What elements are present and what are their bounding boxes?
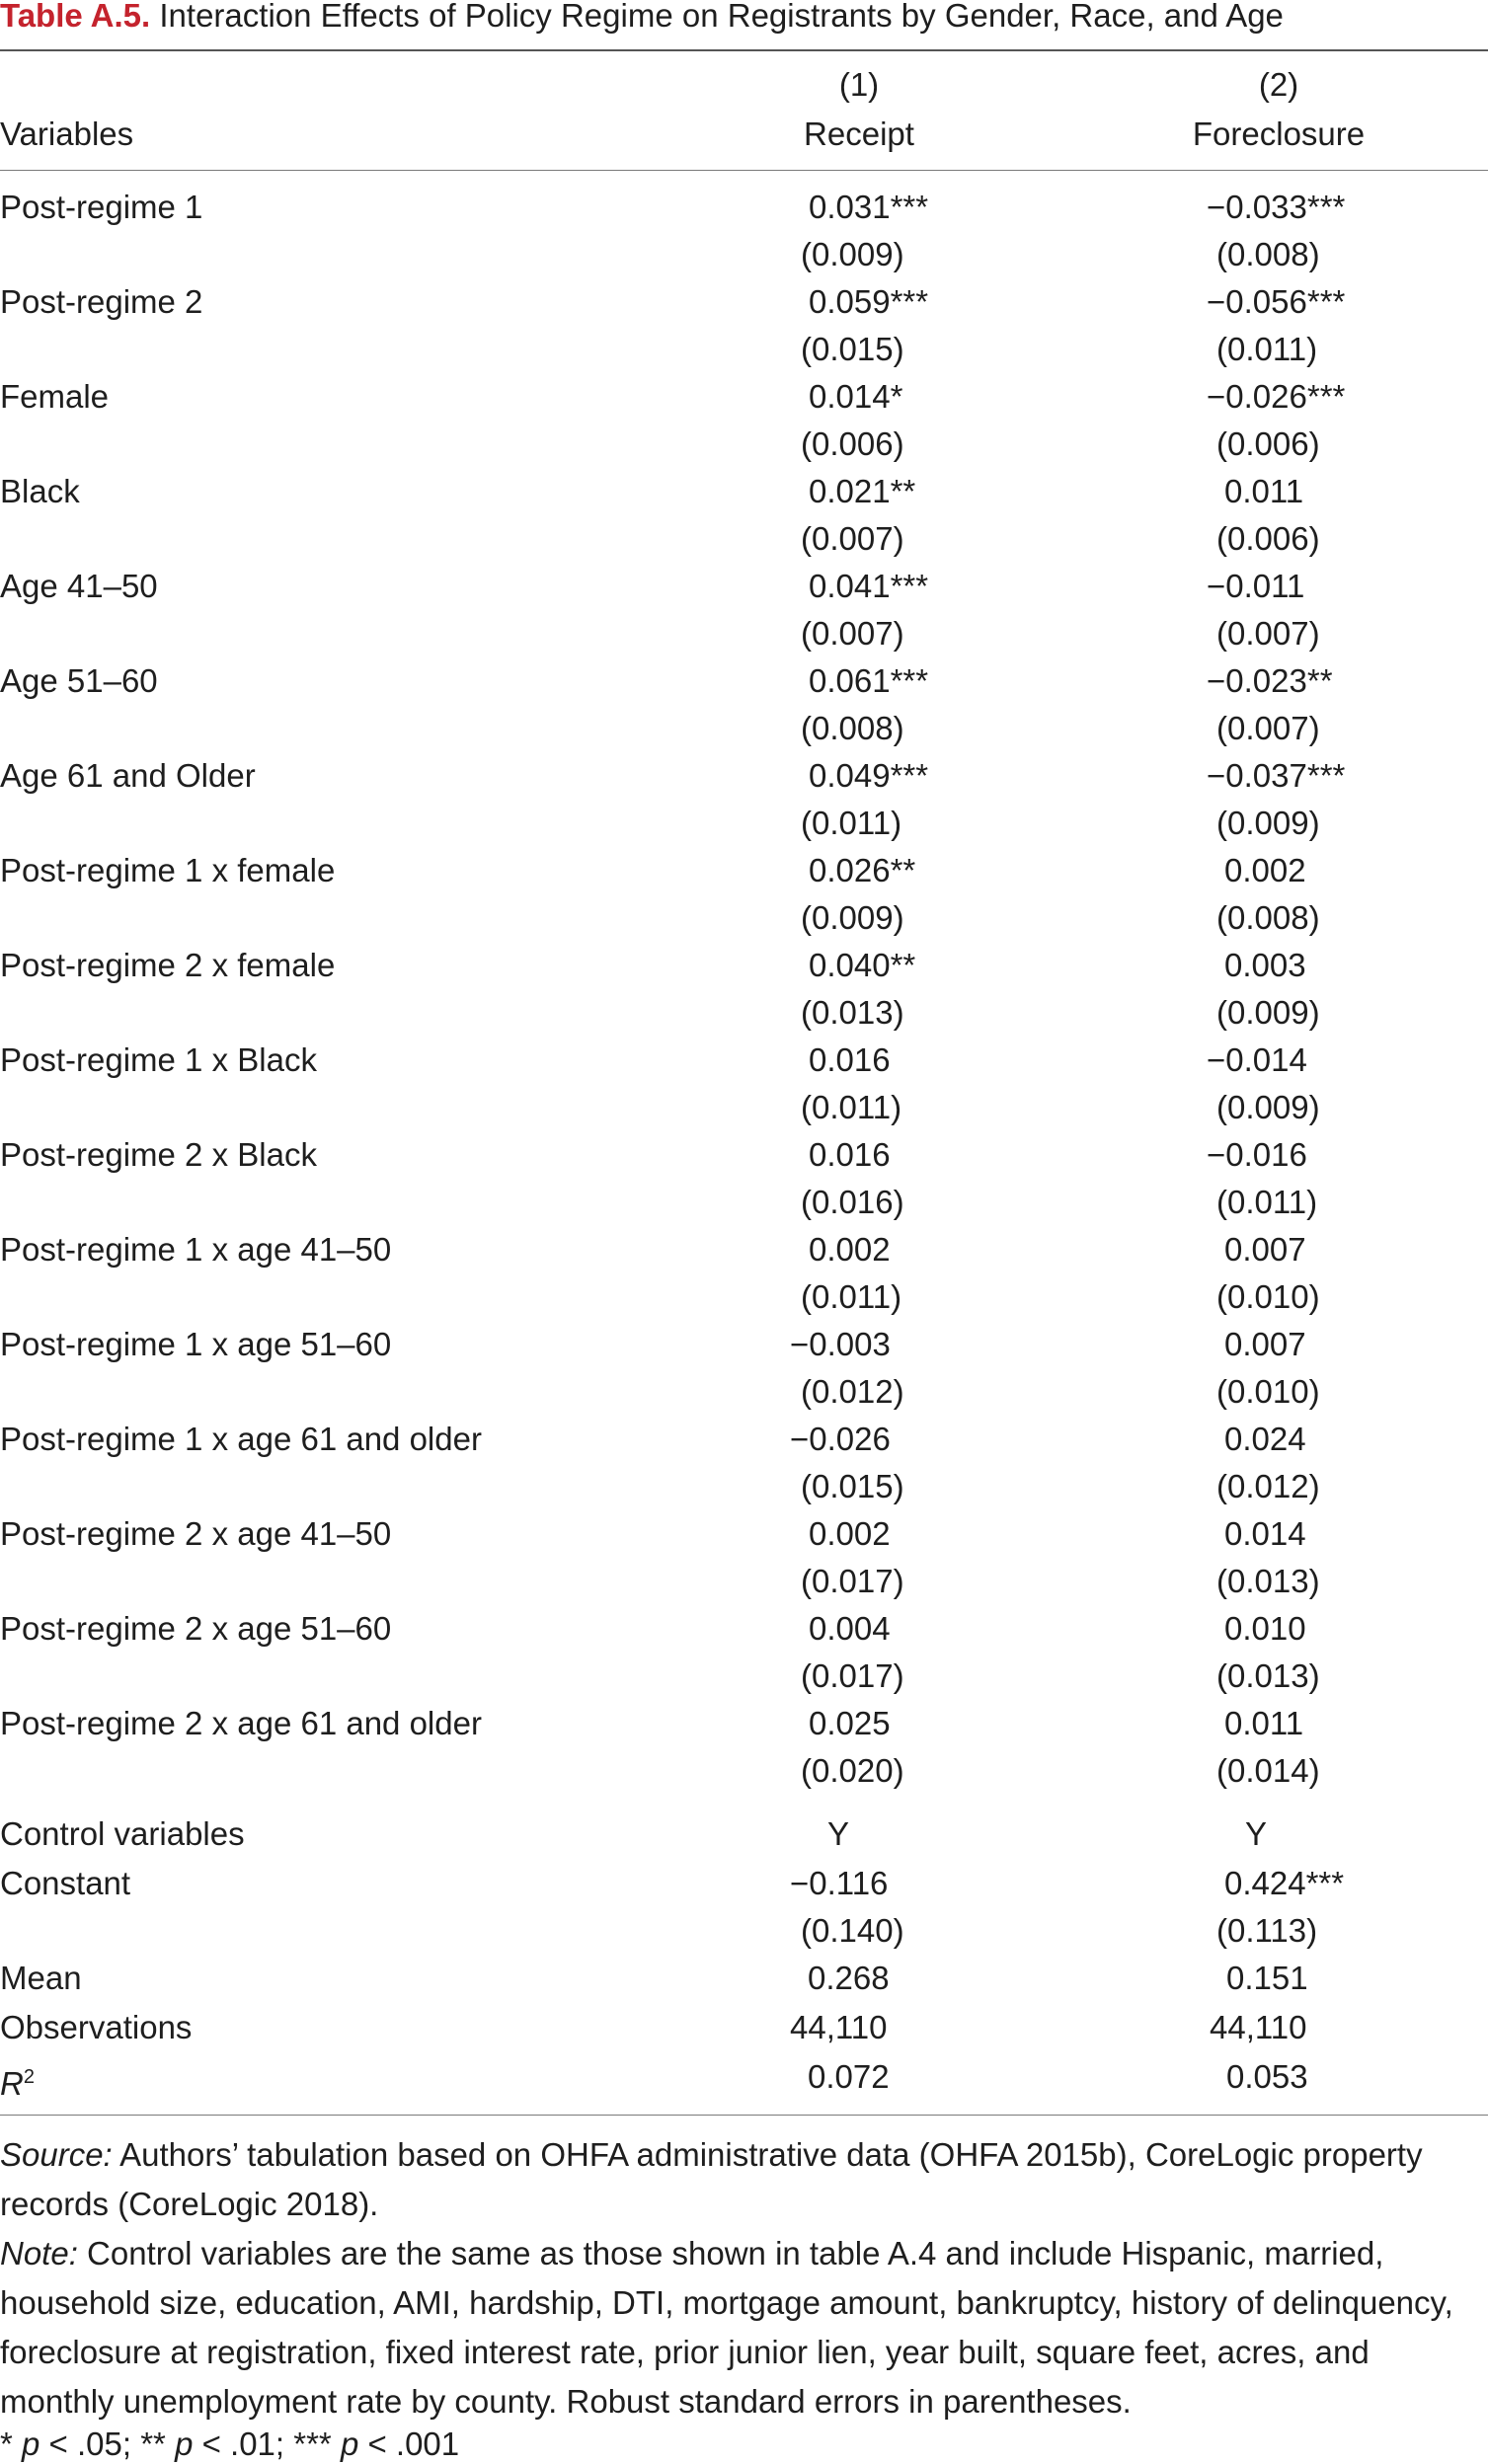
r2-c1: 0.072	[808, 2058, 890, 2095]
row-se-foreclosure: (0.006)	[1216, 425, 1320, 462]
row-se-foreclosure: (0.008)	[1216, 899, 1320, 936]
row-coef-receipt: 0.021**	[809, 473, 916, 509]
row-se-receipt: (0.008)	[801, 710, 904, 746]
r2-c2: 0.053	[1226, 2058, 1308, 2095]
row-se-receipt: (0.017)	[801, 1657, 904, 1694]
row-se-foreclosure: (0.013)	[1216, 1657, 1320, 1694]
header-rule	[0, 170, 1488, 171]
significance-note	[0, 2425, 1488, 2464]
row-coef-foreclosure: −0.014	[1207, 1041, 1307, 1078]
row-se-receipt: (0.011)	[801, 1278, 902, 1315]
row-label: Post-regime 1 x female	[0, 852, 336, 888]
row-se-receipt: (0.011)	[801, 805, 902, 841]
row-label: Female	[0, 378, 110, 415]
row-coef-receipt: 0.061***	[809, 662, 929, 699]
row-se-receipt: (0.009)	[801, 236, 904, 272]
row-label: Post-regime 2 x Black	[0, 1136, 317, 1173]
row-se-receipt: (0.012)	[801, 1373, 904, 1410]
mean-c2: 0.151	[1226, 1960, 1308, 1996]
row-coef-receipt: 0.026**	[809, 852, 916, 888]
row-coef-foreclosure: 0.024	[1224, 1421, 1306, 1457]
note-text: Control variables are the same as those shown in table A.4 and include Hispanic, married, household size, education, AMI, hardship, DTI, mortgage amount, bankruptcy, history of delinquency, foreclosure at registration, fixed interest rate, prior junior lien, year built, square feet, acres, and monthly unemployment rate by county. Robust standard errors in parentheses.	[0, 2235, 1453, 2420]
row-coef-foreclosure: −0.011	[1207, 568, 1305, 604]
top-rule	[0, 49, 1488, 51]
row-se-foreclosure: (0.007)	[1216, 615, 1320, 652]
row-coef-foreclosure: 0.011	[1224, 473, 1304, 509]
row-coef-foreclosure: −0.037***	[1207, 757, 1346, 794]
row-se-receipt: (0.011)	[801, 1089, 902, 1125]
row-se-foreclosure: (0.011)	[1216, 1184, 1318, 1220]
mean-label: Mean	[0, 1960, 82, 1996]
col2-header: Foreclosure	[1192, 116, 1366, 152]
row-coef-foreclosure: −0.033***	[1207, 189, 1346, 225]
row-se-foreclosure: (0.014)	[1216, 1752, 1320, 1789]
row-se-receipt: (0.006)	[801, 425, 904, 462]
source-text: Authors’ tabulation based on OHFA administrative data (OHFA 2015b), CoreLogic property records (CoreLogic 2018).	[0, 2136, 1423, 2222]
row-se-foreclosure: (0.010)	[1216, 1278, 1320, 1315]
col2-number: (2)	[1258, 66, 1299, 103]
r2-superscript: 2	[23, 2066, 35, 2088]
controls-c2: Y	[1244, 1815, 1268, 1852]
sig-p-1: p	[22, 2426, 40, 2462]
constant-label: Constant	[0, 1865, 131, 1901]
row-se-foreclosure: (0.009)	[1216, 805, 1320, 841]
constant-c2-se: (0.113)	[1216, 1912, 1318, 1949]
row-se-foreclosure: (0.012)	[1216, 1468, 1320, 1504]
constant-c2: 0.424***	[1224, 1865, 1345, 1901]
row-label: Post-regime 1	[0, 189, 203, 225]
row-label: Post-regime 1 x Black	[0, 1041, 317, 1078]
row-coef-receipt: 0.025	[809, 1705, 891, 1741]
row-coef-foreclosure: −0.023**	[1207, 662, 1333, 699]
row-coef-receipt: 0.059***	[809, 283, 929, 320]
row-coef-receipt: 0.004	[809, 1610, 891, 1647]
mean-c1: 0.268	[808, 1960, 890, 1996]
row-se-foreclosure: (0.009)	[1216, 1089, 1320, 1125]
r2-letter: R	[0, 2065, 24, 2102]
row-se-receipt: (0.016)	[801, 1184, 904, 1220]
row-coef-foreclosure: −0.016	[1207, 1136, 1307, 1173]
row-se-foreclosure: (0.007)	[1216, 710, 1320, 746]
row-coef-foreclosure: 0.007	[1224, 1231, 1306, 1268]
row-coef-foreclosure: −0.026***	[1207, 378, 1346, 415]
row-coef-receipt: 0.031***	[809, 189, 929, 225]
row-label: Post-regime 2 x age 61 and older	[0, 1705, 482, 1741]
row-label: Post-regime 2 x age 51–60	[0, 1610, 392, 1647]
row-coef-receipt: 0.014*	[809, 378, 903, 415]
row-label: Post-regime 1 x age 41–50	[0, 1231, 392, 1268]
row-coef-receipt: 0.016	[809, 1041, 891, 1078]
col1-header: Receipt	[804, 116, 914, 152]
row-label: Post-regime 1 x age 51–60	[0, 1326, 392, 1362]
note-label: Note:	[0, 2235, 78, 2272]
row-se-foreclosure: (0.011)	[1216, 331, 1318, 367]
row-coef-foreclosure: 0.014	[1224, 1515, 1306, 1552]
sig-part-3: < .01; ***	[193, 2426, 341, 2462]
row-label: Post-regime 2 x age 41–50	[0, 1515, 392, 1552]
row-se-foreclosure: (0.009)	[1216, 994, 1320, 1031]
row-se-receipt: (0.009)	[801, 899, 904, 936]
row-coef-receipt: 0.016	[809, 1136, 891, 1173]
row-se-receipt: (0.007)	[801, 615, 904, 652]
row-coef-foreclosure: 0.003	[1224, 947, 1306, 983]
row-se-foreclosure: (0.008)	[1216, 236, 1320, 272]
row-label: Post-regime 2	[0, 283, 203, 320]
row-coef-receipt: 0.002	[809, 1515, 891, 1552]
row-coef-foreclosure: 0.007	[1224, 1326, 1306, 1362]
row-coef-receipt: 0.049***	[809, 757, 929, 794]
observations-c1: 44,110	[790, 2009, 888, 2045]
sig-part-4: < .001	[358, 2426, 460, 2462]
general-note	[0, 2229, 1488, 2426]
sig-p-3: p	[340, 2426, 359, 2462]
source-note	[0, 2130, 1488, 2229]
sig-p-2: p	[175, 2426, 194, 2462]
variables-header: Variables	[0, 116, 134, 152]
row-label: Post-regime 2 x female	[0, 947, 336, 983]
sig-part-1: *	[0, 2426, 23, 2462]
row-label: Age 51–60	[0, 662, 158, 699]
row-coef-receipt: −0.026	[790, 1421, 891, 1457]
row-coef-receipt: −0.003	[790, 1326, 891, 1362]
row-se-foreclosure: (0.010)	[1216, 1373, 1320, 1410]
table-title: Interaction Effects of Policy Regime on Registrants by Gender, Race, and Age	[159, 0, 1284, 34]
row-label: Age 61 and Older	[0, 757, 256, 794]
row-se-foreclosure: (0.006)	[1216, 520, 1320, 557]
table-caption	[0, 0, 1284, 34]
row-coef-foreclosure: −0.056***	[1207, 283, 1346, 320]
row-coef-receipt: 0.041***	[809, 568, 929, 604]
row-label: Age 41–50	[0, 568, 158, 604]
row-coef-foreclosure: 0.010	[1224, 1610, 1306, 1647]
row-label: Black	[0, 473, 80, 509]
row-se-receipt: (0.015)	[801, 331, 904, 367]
col1-number: (1)	[838, 66, 880, 103]
row-se-receipt: (0.007)	[801, 520, 904, 557]
row-coef-foreclosure: 0.011	[1224, 1705, 1304, 1741]
row-coef-receipt: 0.040**	[809, 947, 916, 983]
observations-c2: 44,110	[1210, 2009, 1307, 2045]
row-se-receipt: (0.017)	[801, 1563, 904, 1599]
constant-c1-se: (0.140)	[801, 1912, 904, 1949]
controls-label: Control variables	[0, 1815, 245, 1852]
bottom-rule	[0, 2115, 1488, 2116]
row-se-receipt: (0.015)	[801, 1468, 904, 1504]
table-label: Table A.5.	[0, 0, 151, 34]
constant-c1: −0.116	[790, 1865, 889, 1901]
row-se-foreclosure: (0.013)	[1216, 1563, 1320, 1599]
sig-part-2: < .05; **	[39, 2426, 176, 2462]
r2-label	[0, 2057, 35, 2104]
row-se-receipt: (0.013)	[801, 994, 904, 1031]
source-label: Source:	[0, 2136, 113, 2173]
row-coef-foreclosure: 0.002	[1224, 852, 1306, 888]
controls-c1: Y	[826, 1815, 850, 1852]
observations-label: Observations	[0, 2009, 193, 2045]
row-label: Post-regime 1 x age 61 and older	[0, 1421, 482, 1457]
row-coef-receipt: 0.002	[809, 1231, 891, 1268]
row-se-receipt: (0.020)	[801, 1752, 904, 1789]
